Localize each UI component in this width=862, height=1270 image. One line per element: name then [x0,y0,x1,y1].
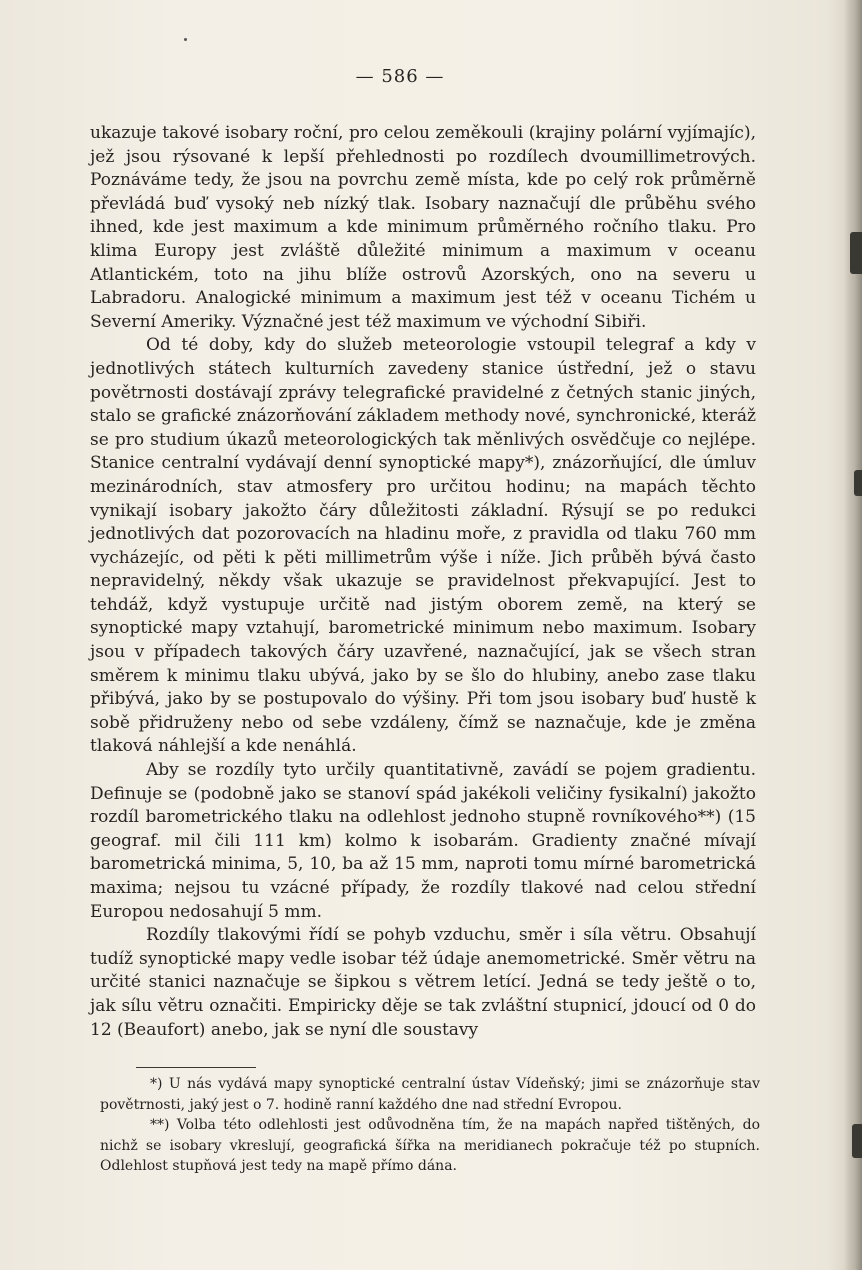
body-text [90,122,756,1042]
edge-ink-mark [854,470,862,496]
paragraph-1: ukazuje takové isobary roční, pro celou zeměkouli (krajiny polární vyjímajíc), jež jsou rýsované k lepší přehlednosti po rozdílech dvoumillimetrových. Poznáváme tedy, že jsou na povrchu země místa, kde po celý rok průměrně převládá buď vysoký neb nízký tlak. Isobary naznačují dle průběhu svého ihned, kde jest maximum a kde minimum průměrného ročního tlaku. Pro klima Europy jest zvláště důležité minimum a maximum v oceanu Atlantickém, toto na jihu blíže ostrovů Azorských, ono na severu u Labradoru. Analogické minimum a maximum jest též v oceanu Tichém u Severní Ameriky. Význačné jest též maximum ve východní Sibiři. [90,123,756,332]
footnote-separator [136,1067,256,1068]
edge-ink-mark [850,232,862,274]
footnote-2: **) Volba této odlehlosti jest odůvodněna tím, že na mapách napřed tištěných, do nichž se isobary vkreslují, geografická šířka na meridianech pokračuje též po stupních. Odlehlost stupňová jest tedy na mapě přímo dána. [100,1117,760,1174]
page-edge-shadow [844,0,862,1270]
page-number: — 586 — [355,66,445,87]
paper-speck [184,38,187,41]
paragraph-4: Rozdíly tlakovými řídí se pohyb vzduchu, směr i síla větru. Obsahují tudíž synoptické mapy vedle isobar též údaje anemometrické. Směr větru na určité stanici naznačuje se šipkou s větrem letící. Jedná se tedy ještě o to, jak sílu větru označiti. Empiricky děje se tak zvláštní stupnicí, jdoucí od 0 do 12 (Beaufort) anebo, jak se nyní dle soustavy [90,925,756,1040]
paragraph-2: Od té doby, kdy do služeb meteorologie vstoupil telegraf a kdy v jednotlivých státech kulturních zavedeny stanice ústřední, jež o stavu povětrnosti dostávají zprávy telegrafické pravidelné z četných stanic jiných, stalo se grafické znázorňování základem methody nové, synchronické, kteráž se pro studium úkazů meteorologických tak měnlivých osvědčuje co nejlépe. Stanice centralní vydávají denní synoptické mapy*), znázorňující, dle úmluv mezinárodních, stav atmosfery pro určitou hodinu; na mapách těchto vynikají isobary jakožto čáry důležitosti základní. Rýsují se po redukci jednotlivých dat pozorovacích na hladinu moře, z pravidla od tlaku 760 mm vycházejíc, od pěti k pěti millimetrům výše i níže. Jich průběh bývá často nepravidelný, někdy však ukazuje se pravidelnost překvapující. Jest to tehdáž, když vystupuje určitě nad jistým oborem země, na který se synoptické mapy vztahují, barometrické minimum nebo maximum. Isobary jsou v případech takových čáry uzavřené, naznačující, jak se všech stran směrem k minimu tlaku ubývá, jako by se šlo do hlubiny, anebo zase tlaku přibývá, jako by se postupovalo do výšiny. Při tom jsou isobary buď hustě k sobě přidruženy nebo od sebe vzdáleny, čímž se naznačuje, kde je změna tlaková náhlejší a kde nenáhlá. [90,335,756,757]
paragraph-3: Aby se rozdíly tyto určily quantitativně, zavádí se pojem gradientu. Definuje se (podobně jako se stanoví spád jakékoli veličiny fysikalní) jakožto rozdíl barometrického tlaku na odlehlost jednoho stupně rovníkového**) (15 geograf. mil čili 111 km) kolmo k isobarám. Gradienty značné mívají barometrická minima, 5, 10, ba až 15 mm, naproti tomu mírné barometrická maxima; nejsou tu vzácné případy, že rozdíly tlakové nad celou střední Europou nedosahují 5 mm. [90,760,756,922]
edge-ink-mark [852,1124,862,1158]
footnote-1: *) U nás vydává mapy synoptické centralní ústav Vídeňský; jimi se znázorňuje stav povětrnosti, jaký jest o 7. hodině ranní každého dne nad střední Evropou. [100,1076,760,1113]
footnotes [100,1074,760,1177]
